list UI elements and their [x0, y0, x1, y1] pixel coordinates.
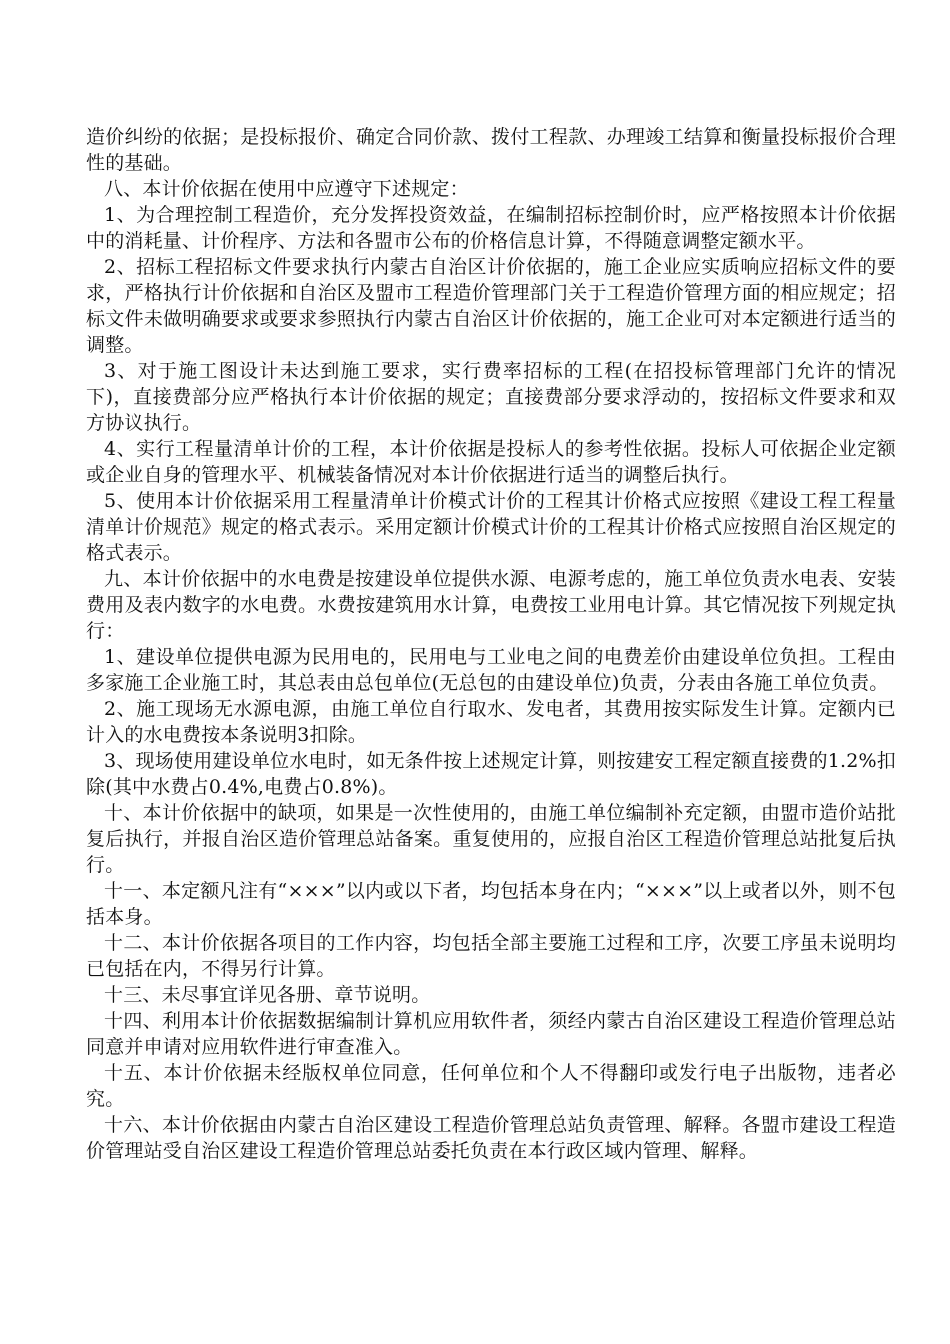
section-8-item-1: 1、为合理控制工程造价，充分发挥投资效益，在编制招标控制价时，应严格按照本计价依据中的消耗量、计价程序、方法和各盟市公布的价格信息计算，不得随意调整定额水平。: [86, 204, 896, 252]
section-8-item-2: 2、招标工程招标文件要求执行内蒙古自治区计价依据的，施工企业应实质响应招标文件的要求，严格执行计价依据和自治区及盟市工程造价管理部门关于工程造价管理方面的相应规定；招标文件未做明确要求或要求参照执行内蒙古自治区计价依据的，施工企业可对本定额进行适当的调整。: [86, 256, 896, 356]
section-8-item-4: 4、实行工程量清单计价的工程，本计价依据是投标人的参考性依据。投标人可依据企业定额或企业自身的管理水平、机械装备情况对本计价依据进行适当的调整后执行。: [86, 438, 896, 486]
section-10: 十、本计价依据中的缺项，如果是一次性使用的，由施工单位编制补充定额，由盟市造价站批复后执行，并报自治区造价管理总站备案。重复使用的，应报自治区工程造价管理总站批复后执行。: [86, 802, 896, 876]
section-14: 十四、利用本计价依据数据编制计算机应用软件者，须经内蒙古自治区建设工程造价管理总站同意并申请对应用软件进行审查准入。: [86, 1010, 896, 1058]
section-8-item-5: 5、使用本计价依据采用工程量清单计价模式计价的工程其计价格式应按照《建设工程工程量清单计价规范》规定的格式表示。采用定额计价模式计价的工程其计价格式应按照自治区规定的格式表示。: [86, 490, 896, 564]
section-12: 十二、本计价依据各项目的工作内容，均包括全部主要施工过程和工序，次要工序虽未说明均已包括在内，不得另行计算。: [86, 932, 896, 980]
section-11: 十一、本定额凡注有“×××”以内或以下者，均包括本身在内；“×××”以上或者以外，则不包括本身。: [86, 880, 896, 928]
document-body: [86, 124, 896, 1164]
section-9-item-2: 2、施工现场无水源电源，由施工单位自行取水、发电者，其费用按实际发生计算。定额内已计入的水电费按本条说明3扣除。: [86, 698, 896, 746]
section-8-heading: 八、本计价依据在使用中应遵守下述规定：: [104, 178, 469, 200]
section-8-item-3: 3、对于施工图设计未达到施工要求，实行费率招标的工程(在招投标管理部门允许的情况下)，直接费部分应严格执行本计价依据的规定；直接费部分要求浮动的，按招标文件要求和双方协议执行。: [86, 360, 896, 434]
paragraph-continuation: 造价纠纷的依据；是投标报价、确定合同价款、拨付工程款、办理竣工结算和衡量投标报价合理性的基础。: [86, 126, 896, 174]
section-16: 十六、本计价依据由内蒙古自治区建设工程造价管理总站负责管理、解释。各盟市建设工程造价管理站受自治区建设工程造价管理总站委托负责在本行政区域内管理、解释。: [86, 1114, 896, 1162]
section-9-item-1: 1、建设单位提供电源为民用电的，民用电与工业电之间的电费差价由建设单位负担。工程由多家施工企业施工时，其总表由总包单位(无总包的由建设单位)负责，分表由各施工单位负责。: [86, 646, 896, 694]
section-15: 十五、本计价依据未经版权单位同意，任何单位和个人不得翻印或发行电子出版物，违者必究。: [86, 1062, 896, 1110]
section-9-heading: 九、本计价依据中的水电费是按建设单位提供水源、电源考虑的，施工单位负责水电表、安装费用及表内数字的水电费。水费按建筑用水计算，电费按工业用电计算。其它情况按下列规定执行：: [86, 568, 896, 642]
section-9-item-3: 3、现场使用建设单位水电时，如无条件按上述规定计算，则按建安工程定额直接费的1.2%扣除(其中水费占0.4%,电费占0.8%)。: [86, 750, 896, 798]
section-13: 十三、未尽事宜详见各册、章节说明。: [104, 984, 431, 1006]
